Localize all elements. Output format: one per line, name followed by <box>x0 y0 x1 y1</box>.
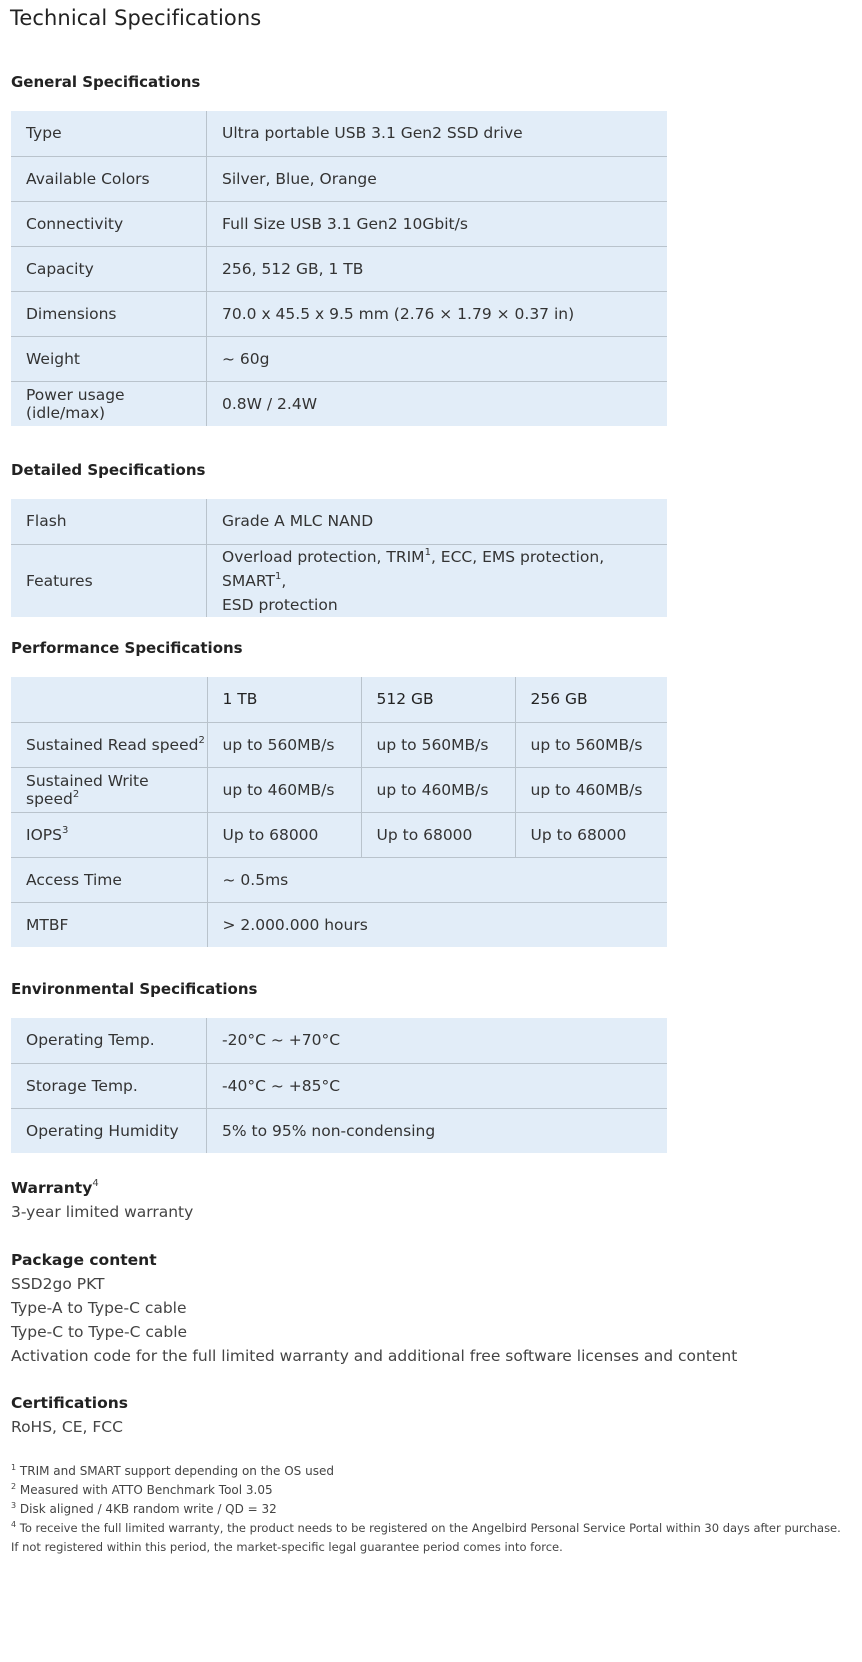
performance-specs-table <box>11 677 667 947</box>
spec-label: Operating Temp. <box>11 1018 207 1063</box>
footnote-text: To receive the full limited warranty, the product needs to be registered on the Angelbird Personal Service Portal within 30 days after purchase. <box>19 1521 841 1535</box>
table-row <box>11 499 667 544</box>
spec-value: 5% to 95% non-condensing <box>207 1108 668 1153</box>
spec-label: Weight <box>11 336 207 381</box>
footnote-number: 1 <box>11 1463 17 1472</box>
warranty-section <box>11 1176 193 1224</box>
spec-value: Silver, Blue, Orange <box>207 156 668 201</box>
features-text: , <box>281 571 287 590</box>
spec-value: Ultra portable USB 3.1 Gen2 SSD drive <box>207 111 668 156</box>
table-row <box>11 677 667 722</box>
table-row <box>11 1063 667 1108</box>
spec-value: Up to 68000 <box>207 812 361 857</box>
footnote <box>11 1500 841 1519</box>
table-row <box>11 1108 667 1153</box>
spec-value: up to 460MB/s <box>361 767 515 812</box>
footnote <box>11 1519 841 1538</box>
footnote-ref: 4 <box>92 1178 99 1189</box>
spec-label <box>11 677 207 722</box>
list-item: Type-A to Type-C cable <box>11 1299 187 1317</box>
iops-label: IOPS <box>26 825 62 844</box>
features-text: , ECC, EMS protection, SMART <box>222 547 605 590</box>
spec-value: Full Size USB 3.1 Gen2 10Gbit/s <box>207 201 668 246</box>
spec-value: Up to 68000 <box>361 812 515 857</box>
spec-value: Grade A MLC NAND <box>207 499 668 544</box>
spec-value: up to 560MB/s <box>207 722 361 767</box>
spec-value: 0.8W / 2.4W <box>207 381 668 426</box>
spec-label <box>11 722 207 767</box>
spec-label: Connectivity <box>11 201 207 246</box>
column-header: 256 GB <box>515 677 667 722</box>
footnote-text: Disk aligned / 4KB random write / QD = 32 <box>19 1502 277 1516</box>
spec-label: Features <box>26 571 93 590</box>
footnote-text: TRIM and SMART support depending on the OS used <box>19 1464 334 1478</box>
list-item: Activation code for the full limited warranty and additional free software licenses and content <box>11 1347 738 1365</box>
footnotes <box>11 1462 841 1557</box>
spec-label: Type <box>11 111 207 156</box>
footnote-ref: 3 <box>61 824 69 836</box>
list-item: Type-C to Type-C cable <box>11 1323 188 1341</box>
table-row <box>11 544 667 617</box>
footnote-ref: 1 <box>424 546 431 558</box>
footnote-continuation: If not registered within this period, the market-specific legal guarantee period comes into force. <box>11 1540 563 1554</box>
footnote-ref: 1 <box>274 570 282 582</box>
spec-label: Available Colors <box>11 156 207 201</box>
warranty-text: 3-year limited warranty <box>11 1203 194 1221</box>
spec-value: up to 560MB/s <box>361 722 515 767</box>
spec-label: Storage Temp. <box>11 1063 207 1108</box>
spec-label: Flash <box>11 499 207 544</box>
spec-value: Up to 68000 <box>515 812 667 857</box>
spec-value: 256, 512 GB, 1 TB <box>207 246 668 291</box>
column-header: 512 GB <box>361 677 515 722</box>
package-heading: Package content <box>11 1251 157 1269</box>
column-header: 1 TB <box>207 677 361 722</box>
table-row <box>11 336 667 381</box>
features-text: Overload protection, TRIM <box>222 547 425 566</box>
spec-value: -20°C ~ +70°C <box>207 1018 668 1063</box>
general-specs-table <box>11 111 667 426</box>
table-row <box>11 1018 667 1063</box>
footnote-number: 2 <box>11 1482 17 1491</box>
certifications-heading: Certifications <box>11 1394 129 1412</box>
spec-value <box>207 544 668 617</box>
spec-label: Capacity <box>11 246 207 291</box>
footnote-number: 3 <box>11 1501 17 1510</box>
environmental-specs-table <box>11 1018 667 1153</box>
spec-value: up to 460MB/s <box>515 767 667 812</box>
spec-value: up to 560MB/s <box>515 722 667 767</box>
spec-label <box>11 767 207 812</box>
warranty-heading: Warranty <box>11 1179 93 1197</box>
footnote-number: 4 <box>11 1520 17 1529</box>
features-text: ESD protection <box>222 595 338 614</box>
footnote <box>11 1462 841 1481</box>
spec-label: Access Time <box>11 857 207 902</box>
spec-label: Operating Humidity <box>26 1121 179 1140</box>
table-row <box>11 857 667 902</box>
spec-value: > 2.000.000 hours <box>207 902 667 947</box>
detailed-specs-heading: Detailed Specifications <box>11 461 206 479</box>
spec-value: ~ 60g <box>207 336 668 381</box>
read-speed-label: Sustained Read speed <box>26 735 199 754</box>
footnote-text: Measured with ATTO Benchmark Tool 3.05 <box>19 1483 273 1497</box>
spec-value: 70.0 x 45.5 x 9.5 mm (2.76 × 1.79 × 0.37 in) <box>207 291 668 336</box>
table-row <box>11 201 667 246</box>
list-item: SSD2go PKT <box>11 1275 105 1293</box>
footnote <box>11 1481 841 1500</box>
spec-label: Dimensions <box>11 291 207 336</box>
footnote-ref: 2 <box>72 788 80 800</box>
page-title: Technical Specifications <box>10 6 262 30</box>
spec-value: up to 460MB/s <box>207 767 361 812</box>
certifications-text: RoHS, CE, FCC <box>11 1418 123 1436</box>
general-specs-heading: General Specifications <box>11 73 201 91</box>
detailed-specs-table <box>11 499 667 617</box>
spec-label: Power usage (idle/max) <box>26 385 125 422</box>
table-row <box>11 111 667 156</box>
environmental-specs-heading: Environmental Specifications <box>11 980 258 998</box>
spec-label <box>11 812 207 857</box>
table-row <box>11 812 667 857</box>
performance-specs-heading: Performance Specifications <box>11 639 243 657</box>
certifications-section <box>11 1391 128 1439</box>
table-row <box>11 902 667 947</box>
write-speed-label: Sustained Write speed <box>26 771 149 808</box>
spec-label: MTBF <box>26 915 69 934</box>
table-row <box>11 156 667 201</box>
table-row <box>11 381 667 426</box>
table-row <box>11 291 667 336</box>
spec-value: ~ 0.5ms <box>207 857 667 902</box>
table-row <box>11 767 667 812</box>
package-section <box>11 1248 737 1368</box>
spec-value: -40°C ~ +85°C <box>207 1063 668 1108</box>
table-row <box>11 246 667 291</box>
table-row <box>11 722 667 767</box>
footnote-ref: 2 <box>198 734 205 746</box>
